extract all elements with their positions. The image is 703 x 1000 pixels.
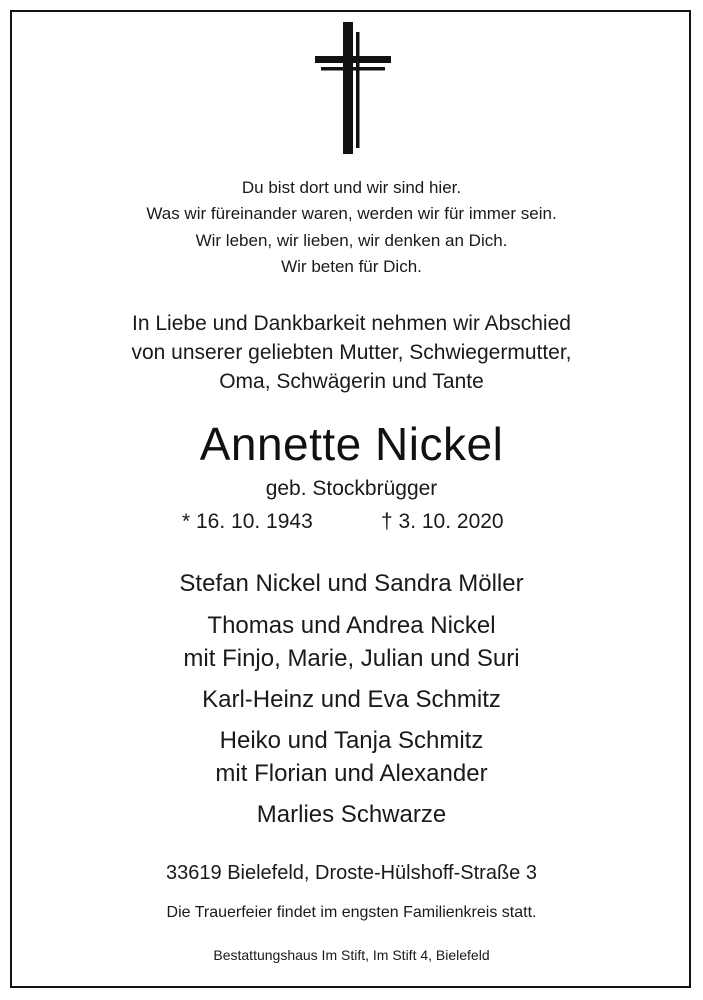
deceased-name: Annette Nickel — [199, 418, 504, 470]
funeral-notice: Die Trauerfeier findet im engsten Familienkreis statt. — [166, 904, 537, 921]
family-line-4: Karl-Heinz und Eva Schmitz — [202, 686, 501, 713]
poem-line-1: Du bist dort und wir sind hier. — [241, 178, 462, 197]
family-line-5: Heiko und Tanja Schmitz — [219, 727, 484, 754]
family-line-6: mit Florian und Alexander — [215, 760, 488, 787]
death-date: † 3. 10. 2020 — [381, 510, 504, 533]
poem-line-2: Was wir füreinander waren, werden wir für immer sein. — [146, 204, 557, 223]
intro-line-2: von unserer geliebten Mutter, Schwiegermutter, — [131, 341, 572, 364]
birth-name: geb. Stockbrügger — [265, 477, 438, 500]
address: 33619 Bielefeld, Droste-Hülshoff-Straße 3 — [166, 862, 537, 884]
cross-icon — [315, 22, 391, 154]
family-line-1: Stefan Nickel und Sandra Möller — [179, 570, 524, 597]
funeral-home: Bestattungshaus Im Stift, Im Stift 4, Bielefeld — [213, 947, 490, 963]
poem-line-4: Wir beten für Dich. — [281, 257, 422, 276]
family-line-3: mit Finjo, Marie, Julian und Suri — [183, 645, 520, 672]
life-dates — [0, 510, 703, 538]
birth-date: * 16. 10. 1943 — [182, 510, 313, 533]
family-line-7: Marlies Schwarze — [256, 801, 447, 828]
intro-line-1: In Liebe und Dankbarkeit nehmen wir Abschied — [132, 312, 571, 335]
family-line-2: Thomas und Andrea Nickel — [207, 612, 496, 639]
poem-line-3: Wir leben, wir lieben, wir denken an Dich. — [195, 231, 508, 250]
intro-line-3: Oma, Schwägerin und Tante — [219, 370, 484, 393]
